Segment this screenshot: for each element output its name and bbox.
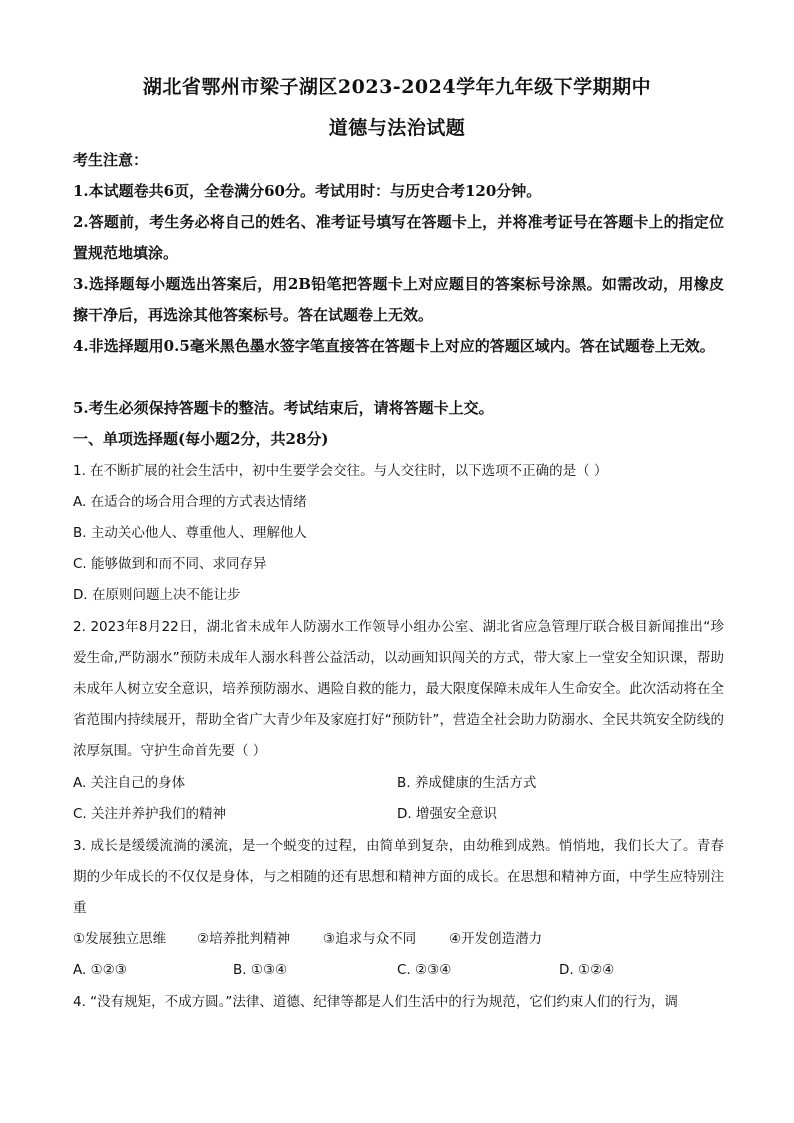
q2-option-b: B. 养成健康的生活方式 xyxy=(397,775,537,791)
q3-choice-1: ①发展独立思维 xyxy=(73,931,167,947)
q2-option-c: C. 关注并养护我们的精神 xyxy=(73,806,227,822)
notice-item-1: 1.本试题卷共6页，全卷满分60分。考试用时：与历史合考120分钟。 xyxy=(73,182,542,200)
exam-subtitle: 道德与法治试题 xyxy=(328,117,466,139)
q3-choice-3: ③追求与众不同 xyxy=(323,931,417,947)
notice-heading: 考生注意： xyxy=(73,151,149,169)
q3-option-c: C. ②③④ xyxy=(397,962,452,978)
q1-option-b: B. 主动关心他人、尊重他人、理解他人 xyxy=(73,525,307,541)
notice-item-3: 3.选择题每小题选出答案后，用2B铅笔把答题卡上对应题目的答案标号涂黑。如需改动，用橡皮擦干净后，再选涂其他答案标号。答在试题卷上无效。 xyxy=(73,275,724,324)
q1-option-d: D. 在原则问题上决不能让步 xyxy=(73,587,241,603)
exam-title: 湖北省鄂州市梁子湖区2023-2024学年九年级下学期期中 xyxy=(142,76,652,98)
q3-choice-2: ②培养批判精神 xyxy=(197,931,291,947)
notice-item-4: 4.非选择题用0.5毫米黑色墨水签字笔直接答在答题卡上对应的答题区域内。答在试题卷上无效。 xyxy=(73,337,715,355)
question-2-stem: 2. 2023年8月22日，湖北省未成年人防溺水工作领导小组办公室、湖北省应急管理厅联合极目新闻推出“珍爱生命,严防溺水”预防未成年人溺水科普公益活动，以动画知识闯关的方式，带大家上一堂安全知识课，帮助未成年人树立安全意识，培养预防溺水、遇险自救的能力，最大限度保障未成年人生命安全。此次活动将在全省范围内持续展开，帮助全省广大青少年及家庭打好“预防针”，营造全社会助力防溺水、全民共筑安全防线的浓厚氛围。守护生命首先要（ ） xyxy=(73,619,724,759)
q2-option-a: A. 关注自己的身体 xyxy=(73,775,186,791)
notice-item-2: 2.答题前，考生务必将自己的姓名、准考证号填写在答题卡上，并将准考证号在答题卡上的指定位置规范地填涂。 xyxy=(73,213,724,262)
section-heading: 一、单项选择题(每小题2分，共28分) xyxy=(73,430,329,448)
q3-choice-4: ④开发创造潜力 xyxy=(449,931,543,947)
q3-option-a: A. ①②③ xyxy=(73,962,127,978)
notice-item-5: 5.考生必须保持答题卡的整洁。考试结束后，请将答题卡上交。 xyxy=(73,399,494,417)
question-1-stem: 1. 在不断扩展的社会生活中，初中生要学会交往。与人交往时，以下选项不正确的是（ ） xyxy=(73,463,608,479)
q2-option-d: D. 增强安全意识 xyxy=(397,806,497,822)
q1-option-a: A. 在适合的场合用合理的方式表达情绪 xyxy=(73,494,307,510)
question-3-stem: 3. 成长是缓缓流淌的溪流，是一个蜕变的过程，由简单到复杂，由幼稚到成熟。悄悄地，我们长大了。青春期的少年成长的不仅仅是身体，与之相随的还有思想和精神方面的成长。在思想和精神方面，中学生应特别注重 xyxy=(73,838,724,916)
q1-option-c: C. 能够做到和而不同、求同存异 xyxy=(73,556,267,572)
q3-option-d: D. ①②④ xyxy=(559,962,615,978)
question-4-stem: 4. “没有规矩，不成方圆。”法律、道德、纪律等都是人们生活中的行为规范，它们约束人们的行为，调 xyxy=(73,994,678,1010)
q3-option-b: B. ①③④ xyxy=(233,962,288,978)
